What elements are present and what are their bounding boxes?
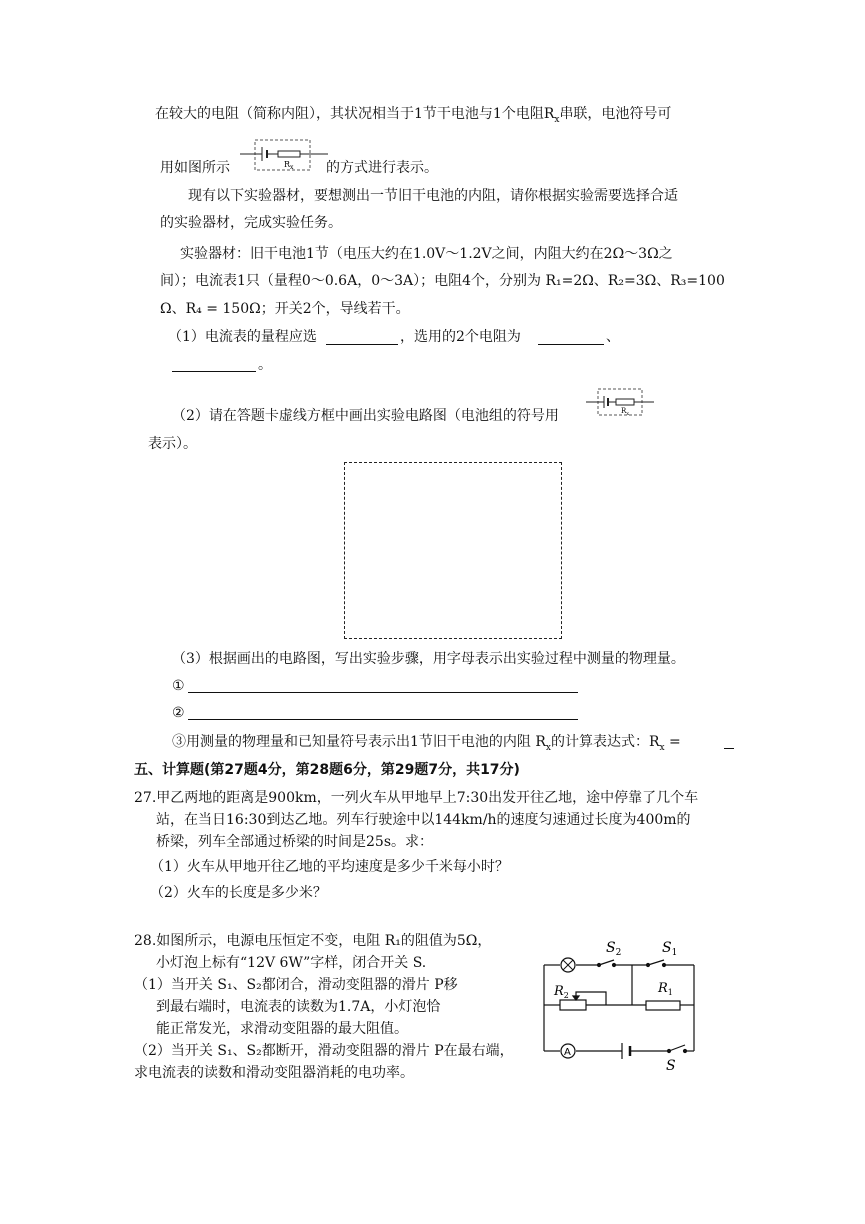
question-1-b: ，选用的2个电阻为 [400,329,521,345]
q27-line-2: 站，在当日16:30到达乙地。列车行驶途中以144km/h的速度匀速通过长度为400m的 [156,812,691,828]
question-2-a: （2）请在答题卡虚线方框中画出实验电路图（电池组的符号用 [172,408,559,424]
step-1-label: ① [172,678,185,694]
section-5-heading: 五、计算题(第27题4分，第28题6分，第29题7分，共17分) [134,762,520,778]
switch-s1-icon [647,960,666,967]
q28-line-1: 28.如图所示，电源电压恒定不变，电阻 R₁的阻值为5Ω， [134,933,492,949]
svg-text:R1: $R_1$ [658,981,673,997]
circuit-drawing-box[interactable] [344,462,562,639]
ammeter-icon [561,1044,575,1058]
intro-line-2b: 的方式进行表示。 [326,160,438,176]
svg-text:S2: $S_2$ [606,940,622,958]
expression-blank[interactable] [724,748,734,749]
battery-symbol-icon [240,136,330,176]
step-3: ③用测量的物理量和已知量符号表示出1节旧干电池的内阻 $R_x$的计算表达式：$R_x$ = [172,734,681,753]
question-3: （3）根据画出的电路图，写出实验步骤，用字母表示出实验过程中测量的物理量。 [172,651,685,667]
q27-line-1: 27.甲乙两地的距离是900km，一列火车从甲地早上7:30出发开往乙地，途中停靠了几个车 [134,790,699,806]
step-2-blank[interactable] [188,719,578,720]
step-1-blank[interactable] [188,692,578,693]
q28-line-6: （2）当开关 S₁、S₂都断开，滑动变阻器的滑片 P在最右端， [134,1043,514,1059]
svg-text:R2: $R_2$ [554,984,569,1000]
question-1-d: 。 [258,357,272,373]
circuit-diagram [530,930,710,1080]
battery-icon [622,1043,630,1059]
question-2-b: 表示）。 [148,436,197,452]
svg-text:S: S [666,1058,676,1074]
intro-line-3: 现有以下实验器材，要想测出一节旧干电池的内阻，请你根据实验需要选择合适 [188,188,678,204]
q28-line-3: （1）当开关 S₁、S₂都闭合，滑动变阻器的滑片 P移 [134,977,458,993]
intro-line-2a: 用如图所示 [160,160,230,176]
step-2-label: ② [172,705,185,721]
q28-line-7: 求电流表的读数和滑动变阻器消耗的电功率。 [134,1065,414,1081]
q28-line-4: 到最右端时，电流表的读数为1.7A，小灯泡恰 [156,999,441,1015]
question-1-c: 、 [606,329,620,345]
switch-s2-icon [598,960,616,967]
q28-line-2: 小灯泡上标有“12V 6W”字样，闭合开关 S. [156,955,427,971]
svg-text:A: A [564,1047,571,1058]
q27-line-5: （2）火车的长度是多少米？ [150,885,327,901]
q28-line-5: 能正常发光，求滑动变阻器的最大阻值。 [156,1021,408,1037]
answer-blank-range[interactable] [326,344,398,345]
q27-line-4: （1）火车从甲地开往乙地的平均速度是多少千米每小时？ [150,859,509,875]
materials-line-3: Ω、R₄ = 150Ω；开关2个，导线若干。 [160,301,410,317]
svg-text:S1: $S_1$ [662,940,678,958]
intro-line-4: 的实验器材，完成实验任务。 [160,215,342,231]
resistor-r1-icon [646,1001,680,1010]
svg-text:Rx: $R_x$ [284,160,294,171]
q27-line-3: 桥梁，列车全部通过桥梁的时间是25s。求： [156,834,433,850]
svg-text:Rx: $R_x$ [621,407,630,417]
lamp-icon [561,958,575,972]
battery-symbol-small-icon [586,386,656,420]
answer-blank-resistor-2[interactable] [172,371,256,372]
answer-blank-resistor-1[interactable] [538,344,604,345]
question-1-a: （1）电流表的量程应选 [168,329,317,345]
materials-line-2: 间）；电流表1只（量程0～0.6A，0～3A）；电阻4个，分别为 R₁=2Ω、R₂=3Ω、R₃=100 [160,273,725,289]
materials-line-1: 实验器材：旧干电池1节（电压大约在1.0V～1.2V之间，内阻大约在2Ω～3Ω之 [180,246,673,262]
switch-s-icon [668,1045,687,1053]
intro-line-1: 在较大的电阻（简称内阻），其状况相当于1节干电池与1个电阻$R_x$串联，电池符号可 [155,106,672,125]
